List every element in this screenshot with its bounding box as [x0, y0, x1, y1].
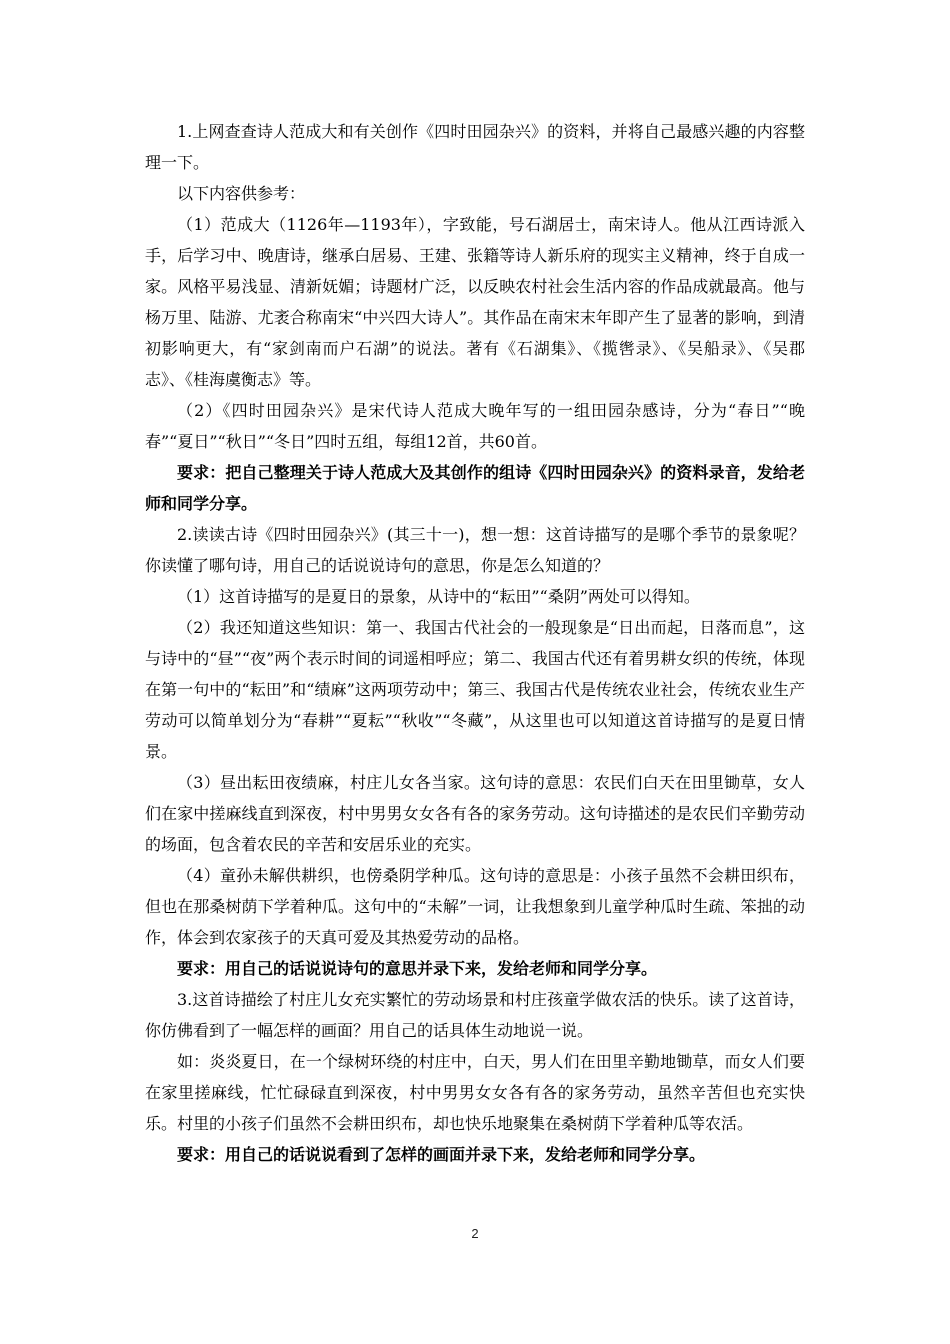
paragraph-season: （1）这首诗描写的是夏日的景象，从诗中的“耘田”“桑阴”两处可以得知。 — [177, 587, 700, 606]
paragraph-example: 如：炎炎夏日，在一个绿树环绕的村庄中，白天，男人们在田里辛勤地锄草，而女人们要在家里搓麻线，忙忙碌碌直到深夜，村中男男女女各有各的家务劳动，虽然辛苦但也充实快乐。村里的小孩子们虽然不会耕田织布，却也快乐地聚集在桑树荫下学着种瓜等农活。 — [145, 1052, 805, 1133]
paragraph-reference-intro: 以下内容供参考： — [177, 184, 306, 203]
document-body — [145, 116, 805, 1170]
page-number: 2 — [471, 1226, 479, 1241]
paragraph-line-two: （4）童孙未解供耕织，也傍桑阴学种瓜。这句诗的意思是：小孩子虽然不会耕田织布，但也在那桑树荫下学着种瓜。这句中的“未解”一词，让我想象到儿童学种瓜时生疏、笨拙的动作，体会到农家孩子的天真可爱及其热爱劳动的品格。 — [145, 866, 805, 947]
paragraph-poem-collection: （2）《四时田园杂兴》是宋代诗人范成大晚年写的一组田园杂感诗，分为“春日”“晚春”“夏日”“秋日”“冬日”四时五组，每组12首，共60首。 — [145, 401, 805, 451]
paragraph-knowledge: （2）我还知道这些知识：第一、我国古代社会的一般现象是“日出而起，日落而息”，这与诗中的“昼”“夜”两个表示时间的词遥相呼应；第二、我国古代还有着男耕女织的传统，体现在第一句中的“耘田”和“绩麻”这两项劳动中；第三、我国古代是传统农业社会，传统农业生产劳动可以简单划分为“春耕”“夏耘”“秋收”“冬藏”，从这里也可以知道这首诗描写的是夏日情景。 — [145, 618, 805, 761]
paragraph-fan-chengda-bio: （1）范成大（1126年—1193年），字致能，号石湖居士，南宋诗人。他从江西诗派入手，后学习中、晚唐诗，继承白居易、王建、张籍等诗人新乐府的现实主义精神，终于自成一家。风格平易浅显、清新妩媚；诗题材广泛，以反映农村社会生活内容的作品成就最高。他与杨万里、陆游、尤袤合称南宋“中兴四大诗人”。其作品在南宋末年即产生了显著的影响，到清初影响更大，有“家剑南而户石湖”的说法。著有《石湖集》、《揽辔录》、《吴船录》、《吴郡志》、《桂海虞衡志》等。 — [145, 215, 805, 389]
paragraph-1: 1.上网查查诗人范成大和有关创作《四时田园杂兴》的资料，并将自己最感兴趣的内容整理一下。 — [145, 122, 805, 172]
paragraph-3: 3.这首诗描绘了村庄儿女充实繁忙的劳动场景和村庄孩童学做农活的快乐。读了这首诗，你仿佛看到了一幅怎样的画面？用自己的话具体生动地说一说。 — [145, 990, 805, 1040]
paragraph-line-one: （3）昼出耘田夜绩麻，村庄儿女各当家。这句诗的意思：农民们白天在田里锄草，女人们在家中搓麻线直到深夜，村中男男女女各有各的家务劳动。这句诗描述的是农民们辛勤劳动的场面，包含着农民的辛苦和安居乐业的充实。 — [145, 773, 805, 854]
requirement-1: 要求：把自己整理关于诗人范成大及其创作的组诗《四时田园杂兴》的资料录音，发给老师和同学分享。 — [145, 463, 805, 513]
paragraph-2: 2.读读古诗《四时田园杂兴》(其三十一)，想一想：这首诗描写的是哪个季节的景象呢？你读懂了哪句诗，用自己的话说说诗句的意思，你是怎么知道的？ — [145, 525, 805, 575]
requirement-2: 要求：用自己的话说说诗句的意思并录下来，发给老师和同学分享。 — [177, 959, 658, 978]
requirement-3: 要求：用自己的话说说看到了怎样的画面并录下来，发给老师和同学分享。 — [177, 1145, 706, 1164]
